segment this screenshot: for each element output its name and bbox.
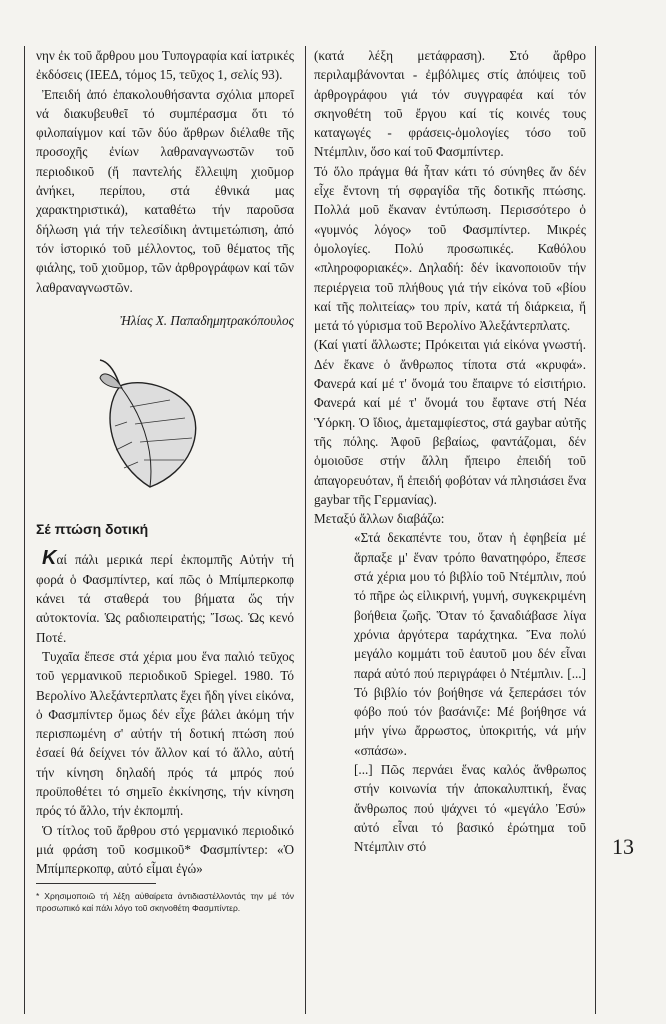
right-paragraph-1: (κατά λέξη μετάφραση). Στό ἄρθρο περιλαμβάνονται - ἐμβόλιμες στίς ἀπόψεις τοῦ ἀρθρογράφου γιά τόν συγγραφέα καί τόν σκηνοθέτη τοῦ ἔργου καί τίς κοινές τους καταγωγές - φράσεις-ὁμολογίες τόσο τοῦ Ντέμπλιν, ὅσο καί τοῦ Φασμπίντερ. [314, 48, 586, 160]
left-margin-rule [24, 46, 25, 1014]
drop-cap: Κ [42, 547, 57, 570]
author-signature: Ἠλίας Χ. Παπαδημητρακόπουλος [119, 312, 294, 328]
left-paragraph-3-text: αί πάλι μερικά περί ἐκπομπῆς Αὐτήν τή φορά ὁ Φασμπίντερ, καί πῶς ὁ Μπίμπερκοπφ κάνει τά σταθερά του βήματα ὥς τήν αὐτοκτονία. Ὡς ραδιοπειρατής; Ἴσως. Ὡς κενό Ποτέ. [36, 552, 294, 645]
section-title: Σέ πτώση δοτική [36, 521, 149, 538]
right-paragraph-2: Τό ὅλο πράγμα θά ἦταν κάτι τό σύνηθες ἄν δέν εἶχε ἔντονη τή σφραγίδα τῆς δοτικῆς πτώσης. Πολλά μοῦ ἔκαναν ἐντύπωση. Περισσότερο ὁ «γυμνός λόγος» τοῦ Φασμπίντερ. Μικρές ὁμολογίες. Πολύ προσωπικές. Καθόλου «πληροφοριακές». Δηλαδή: δέν ἱκανοποιοῦν τήν περιέργεια τοῦ πλήθους γιά τήν εἰκόνα τοῦ «βίου καί τῆς πολιτείας» του πρίν, κατά τή διάρκεια, ἤ μετά τό γύρισμα τοῦ Βερολίνο Ἀλεξάντερπλατς. [314, 163, 586, 334]
footnote-rule [36, 883, 156, 884]
page-number: 13 [612, 834, 634, 859]
column-divider-rule [305, 46, 306, 1014]
right-paragraph-4: Μεταξύ ἄλλων διαβάζω: [314, 511, 445, 527]
left-paragraph-4: Τυχαῖα ἔπεσε στά χέρια μου ἕνα παλιό τεῦχος τοῦ γερμανικοῦ περιοδικοῦ Spiegel. 1980. Τό Βερολίνο Ἀλεξάντερπλατς ἔχει ἤδη γίνει εἰκόνα, ὁ Φασμπίντερ ὅμως δέν εἶχε βάλει ἀκόμη τήν περισπωμένη σ' αὐτήν τή δοτική πτώση πού ἐσαεί θά δείχνει τόν ἄλλον καί τό ἄλλο, αὐτή τήν κίνηση δηλαδή πρός τά μπρός πού προϋποθέτει τό σημεῖο ἐκκίνησης, τήν κίνηση πρός τό ἄλλο, τήν ἐκπομπή. [36, 648, 294, 819]
leaf-illustration [80, 352, 220, 502]
right-margin-rule [595, 46, 596, 1014]
left-paragraph-1: νην ἐκ τοῦ ἄρθρου μου Τυπογραφία καί ἰατρικές ἐκδόσεις (ΙΕΕΔ, τόμος 15, τεῦχος 1, σελίς 93). [36, 48, 294, 83]
left-column [36, 46, 294, 914]
right-paragraph-3: (Καί γιατί ἄλλωστε; Πρόκειται γιά εἰκόνα γνωστή. Δέν ἔκανε ὁ ἄνθρωπος τίποτα στά «κρυφά». Φανερά καί μέ τ' ὄνομά του ἔπαιρνε τό εἰσιτήριο. Φανερά καί μέ τ' ὄνομά του ἔφτανε στή Νέα Ὑόρκη. Ὁ ἴδιος, ἀμεταμφίεστος, στά gaybar αὐτῆς τῆς πόλης. Ἀφοῦ βεβαίως, φαντάζομαι, δέν ὁμοιοῦσε στήν ἄλλη ἤπειρο ἐπειδή τοῦ ἀπαγορευόταν, ἤ ἐπειδή φοβόταν νά πλησιάσει ἕνα gaybar τῆς Γερμανίας). [314, 337, 586, 507]
quote-1: «Στά δεκαπέντε του, ὅταν ἡ ἐφηβεία μέ ἅρπαξε μ' ἕναν τρόπο θανατηφόρο, ἔπεσε στά χέρια μου τό βιβλίο τοῦ Ντέμπλιν, πού τό πῆρε ὡς εἰλικρινή, γυμνή, συγκεκριμένη βοήθεια ζωῆς. Ὅταν τό ξαναδιάβασε λίγα χρόνια ἀργότερα ταράχτηκα. Ἕνα πολύ μεγάλο κομμάτι τοῦ ἑαυτοῦ μου δέν εἶναι παρά αὐτό πού περιγράφει ὁ Ντέμπλιν. [...] Τό βιβλίο τόν βοήθησε νά ξεπεράσει τόν φόβο πού τόν βασάνιζε: Μέ βοήθησε νά μήν γίνω ἄρρωστος, ὑποκριτής, νά μήν «σπάσω». [354, 530, 586, 758]
left-paragraph-2: Ἐπειδή ἀπό ἐπακολουθήσαντα σχόλια μπορεῖ νά διακυβευθεῖ τό συμπέρασμα ὅτι τό φιλοπαίγμον καί τῶν δύο ἄρθρων διέλαθε τῆς προσοχῆς ἐνίων λαθραναγνωστῶν τοῦ περιοδικοῦ (ἤ παντελής ἔλλειψη χιοῦμορ ἀνήκει, περίπου, στά ἐθνικά μας χαρακτηριστικά), καταθέτω τήν παροῦσα δήλωση γιά τήν τελεσίδικη ἀντιμετώπιση, ἀπό τόν ἱστορικό τοῦ μέλλοντος, τοῦ θέματος τῆς φιάλης, τοῦ χιοῦμορ, τῶν ἀρθρογράφων καί τῶν λαθραναγνωστῶν. [36, 86, 294, 295]
quote-2: [...] Πῶς περνάει ἕνας καλός ἄνθρωπος στήν κοινωνία τήν ἀποκαλυπτική, ἕνας ἄνθρωπος πού ψάχνει τό «μεγάλο Ἐσύ» αὐτό εἶναι τό βασικό ἐρώτημα τοῦ Ντέμπλιν στό [354, 761, 586, 855]
left-paragraph-3 [36, 549, 294, 646]
right-column [314, 46, 586, 856]
left-paragraph-5: Ὁ τίτλος τοῦ ἄρθρου στό γερμανικό περιοδικό μιά φράση τοῦ κοσμικοῦ* Φασμπίντερ: «Ὁ Μπίμπερκοπφ, αὐτό εἶμαι ἐγώ» [36, 822, 294, 877]
footnote: * Χρησιμοποιῶ τή λέξη αὐθαίρετα ἀντιδιαστέλλοντάς την μέ τόν προσωπικό καί πάλι λόγο τοῦ σκηνοθέτη Φασμπίντερ. [36, 890, 294, 913]
